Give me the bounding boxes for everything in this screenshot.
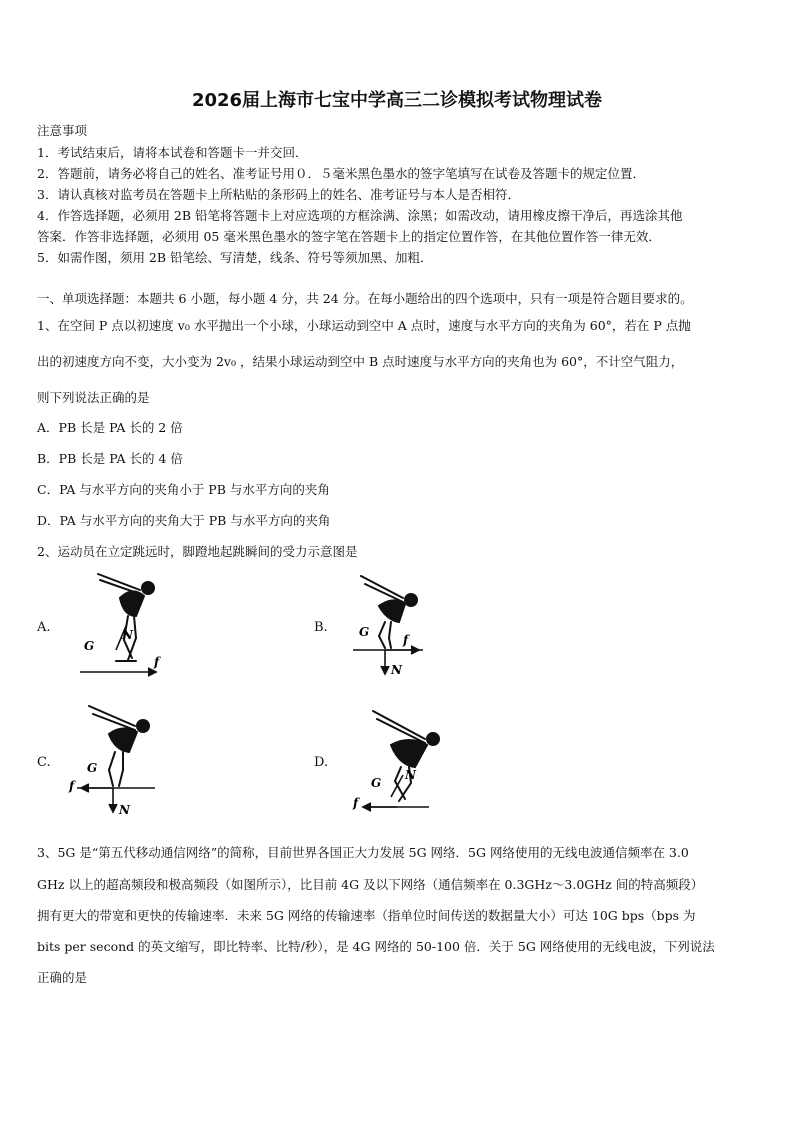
jumper-figure-a [70, 568, 190, 687]
question-2-stem: 2、运动员在立定跳远时，脚蹬地起跳瞬间的受力示意图是 [37, 544, 358, 559]
friction-label: f [154, 655, 160, 669]
question-3-stem: GHz 以上的超高频段和极高频段（如图所示），比目前 4G 及以下网络（通信频率在 0.3GHz～3.0GHz 间的特高频段） [37, 877, 704, 892]
normal-force-label: N [122, 628, 133, 642]
notice-item: 5．如需作图，须用 2B 铅笔绘、写清楚，线条、符号等须加黑、加粗． [37, 250, 433, 265]
svg-text:N: N [391, 663, 402, 677]
svg-text:f: f [353, 796, 359, 810]
question-2-option-d-label: D. [314, 755, 329, 770]
svg-text:N: N [405, 768, 416, 782]
notice-item: 答案．作答非选择题，必须用 05 毫米黑色墨水的签字笔在答题卡上的指定位置作答，在其他位置作答一律无效． [37, 229, 661, 244]
notice-heading: 注意事项 [37, 123, 88, 138]
gravity-label: G [84, 639, 95, 653]
question-1-option-a: A．PB 长是 PA 长的 2 倍 [37, 420, 183, 435]
svg-text:G: G [359, 625, 370, 639]
question-1-option-c: C．PA 与水平方向的夹角小于 PB 与水平方向的夹角 [37, 482, 330, 497]
svg-text:N: N [119, 803, 130, 817]
svg-text:f: f [69, 779, 75, 793]
question-3-stem: 正确的是 [37, 970, 88, 985]
question-2-option-a-label: A. [37, 620, 51, 635]
notice-item: 4．作答选择题，必须用 2B 铅笔将答题卡上对应选项的方框涂满、涂黑；如需改动，请用橡皮擦干净后，再选涂其他 [37, 208, 683, 223]
notice-item: 1．考试结束后，请将本试卷和答题卡一并交回． [37, 145, 308, 160]
question-3-stem: bits per second 的英文缩写，即比特率、比特/秒），是 4G 网络的 50-100 倍．关于 5G 网络使用的无线电波，下列说法 [37, 939, 715, 954]
svg-text:G: G [87, 761, 98, 775]
svg-text:G: G [371, 776, 382, 790]
question-3-stem: 3、5G 是“第五代移动通信网络”的简称，目前世界各国正大力发展 5G 网络．5G 网络使用的无线电波通信频率在 3.0 [37, 845, 689, 860]
jumper-figure-b [345, 568, 455, 687]
question-1-stem: 1、在空间 P 点以初速度 v₀ 水平抛出一个小球，小球运动到空中 A 点时，速度与水平方向的夹角为 60°，若在 P 点抛 [37, 318, 691, 333]
notice-item: 2．答题前，请务必将自己的姓名、准考证号用０．５毫米黑色墨水的签字笔填写在试卷及答题卡的规定位置． [37, 166, 645, 181]
question-3-stem: 拥有更大的带宽和更快的传输速率．未来 5G 网络的传输速率（指单位时间传送的数据量大小）可达 10G bps（bps 为 [37, 908, 696, 923]
page-title: 2026届上海市七宝中学高三二诊模拟考试物理试卷 [191, 90, 603, 111]
question-1-stem: 出的初速度方向不变，大小变为 2v₀ ，结果小球运动到空中 B 点时速度与水平方向的夹角也为 60°，不计空气阻力， [37, 354, 684, 369]
jumper-figure-d [345, 705, 455, 824]
question-1-option-d: D．PA 与水平方向的夹角大于 PB 与水平方向的夹角 [37, 513, 331, 528]
section-heading: 一、单项选择题：本题共 6 小题，每小题 4 分，共 24 分。在每小题给出的四个选项中，只有一项是符合题目要求的。 [37, 291, 693, 306]
question-1-option-b: B．PB 长是 PA 长的 4 倍 [37, 451, 183, 466]
question-2-option-c-label: C. [37, 755, 51, 770]
svg-text:f: f [403, 633, 409, 647]
notice-item: 3．请认真核对监考员在答题卡上所粘贴的条形码上的姓名、准考证号与本人是否相符． [37, 187, 520, 202]
jumper-figure-c [65, 700, 175, 822]
question-2-option-b-label: B. [314, 620, 328, 635]
question-1-stem: 则下列说法正确的是 [37, 390, 150, 405]
